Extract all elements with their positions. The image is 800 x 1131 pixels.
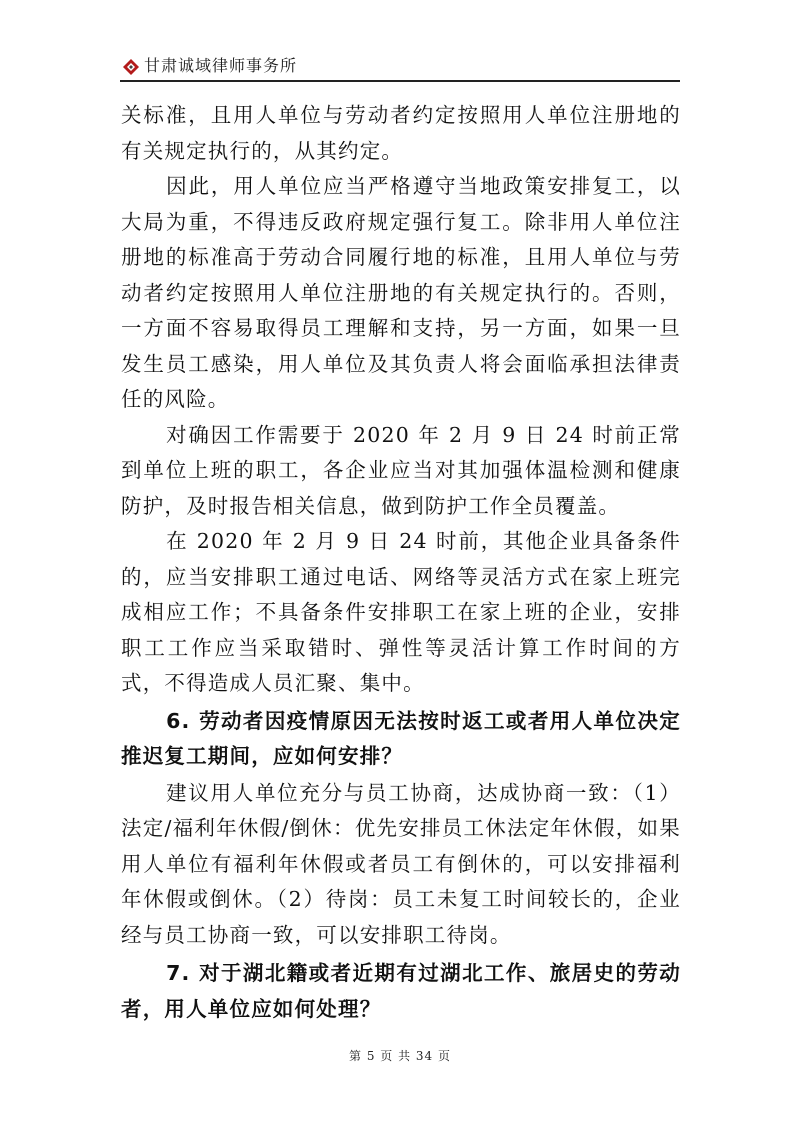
document-body [121,98,681,1027]
header-divider [120,80,680,82]
page-number-footer: 第 5 页 共 34 页 [349,1049,451,1063]
section-heading-6: 6. 劳动者因疫情原因无法按时返工或者用人单位决定推迟复工期间，应如何安排？ [121,708,681,768]
paragraph-therefore: 因此，用人单位应当严格遵守当地政策安排复工，以大局为重，不得违反政府规定强行复工。除非用人单位注册地的标准高于劳动合同履行地的标准，且用人单位与劳动者约定按照用人单位注册地的有关规定执行的。否则，一方面不容易取得员工理解和支持，另一方面，如果一旦发生员工感染，用人单位及其负责人将会面临承担法律责任的风险。 [121,174,681,411]
firm-name: 甘肃诚域律师事务所 [144,56,298,75]
paragraph-section-6: 建议用人单位充分与员工协商，达成协商一致：（1）法定/福利年休假/倒休：优先安排员工休法定年休假，如果用人单位有福利年休假或者员工有倒休的，可以安排福利年休假或倒休。（2）待岗：员工未复工时间较长的，企业经与员工协商一致，可以安排职工待岗。 [121,780,681,947]
page-header [120,52,680,82]
paragraph-continuation: 关标准，且用人单位与劳动者约定按照用人单位注册地的有关规定执行的，从其约定。 [121,103,681,163]
paragraph-necessary-workers: 对确因工作需要于 2020 年 2 月 9 日 24 时前正常到单位上班的职工，各企业应当对其加强体温检测和健康防护，及时报告相关信息，做到防护工作全员覆盖。 [121,422,681,518]
section-heading-7: 7. 对于湖北籍或者近期有过湖北工作、旅居史的劳动者，用人单位应如何处理？ [121,961,681,1021]
paragraph-remote-work: 在 2020 年 2 月 9 日 24 时前，其他企业具备条件的，应当安排职工通过电话、网络等灵活方式在家上班完成相应工作；不具备条件安排职工在家上班的企业，安排职工工作应当采取错时、弹性等灵活计算工作时间的方式，不得造成人员汇聚、集中。 [121,529,681,695]
diamond-logo-icon [122,58,140,76]
